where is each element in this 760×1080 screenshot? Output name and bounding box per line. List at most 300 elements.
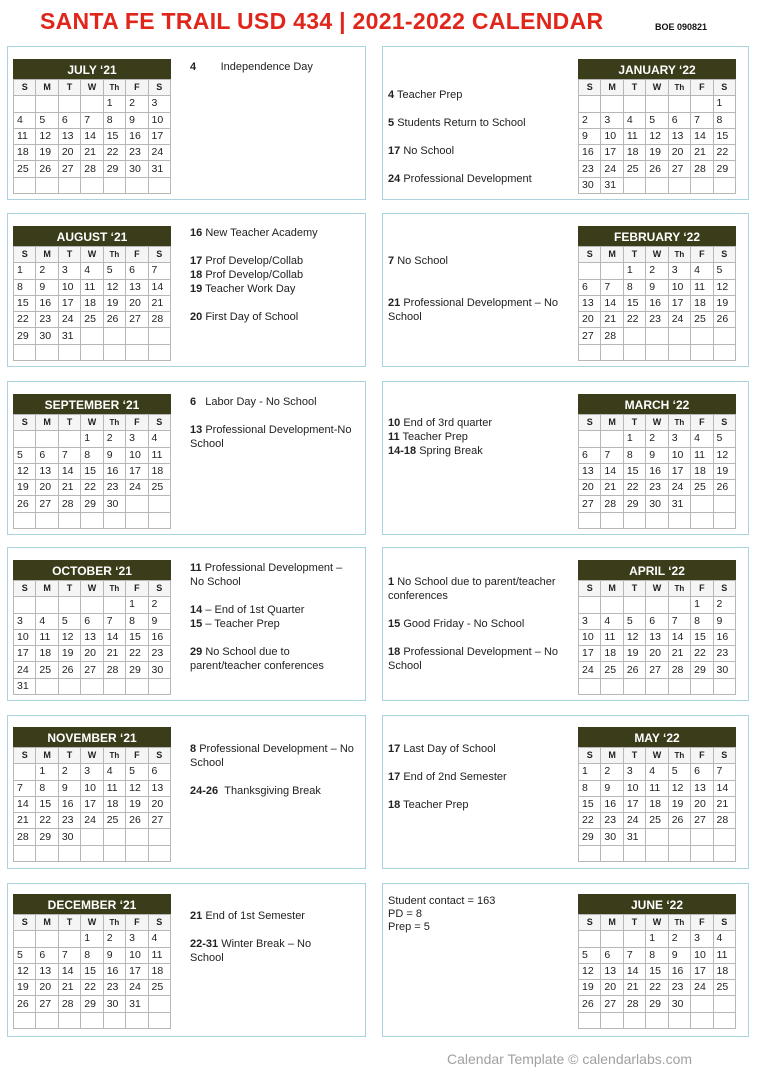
day-cell <box>126 496 148 512</box>
day-cell: 21 <box>14 813 36 829</box>
day-cell: 22 <box>623 312 645 328</box>
day-cell: 30 <box>579 177 601 193</box>
day-cell: 22 <box>713 145 735 161</box>
weekday-label: F <box>126 748 148 764</box>
weekday-label: S <box>14 80 36 96</box>
day-cell: 6 <box>601 947 623 963</box>
day-cell <box>691 996 713 1012</box>
month-header: AUGUST ‘21 <box>13 226 171 246</box>
day-cell: 28 <box>103 662 125 678</box>
day-cell: 25 <box>36 662 58 678</box>
day-cell: 14 <box>691 128 713 144</box>
weekday-label: S <box>148 748 170 764</box>
day-cell <box>36 177 58 193</box>
week-row <box>14 813 171 829</box>
week-row <box>579 996 736 1012</box>
week-row <box>579 780 736 796</box>
day-cell: 12 <box>103 279 125 295</box>
day-cell: 15 <box>691 629 713 645</box>
day-cell: 22 <box>36 813 58 829</box>
day-cell <box>691 845 713 861</box>
day-cell: 7 <box>103 613 125 629</box>
weekday-label: M <box>601 80 623 96</box>
day-cell: 14 <box>58 963 80 979</box>
event-item: 14-18 Spring Break <box>388 445 483 457</box>
day-cell: 26 <box>103 312 125 328</box>
day-cell <box>81 96 103 112</box>
day-cell: 18 <box>646 796 668 812</box>
day-cell <box>103 177 125 193</box>
day-cell: 26 <box>36 161 58 177</box>
day-cell: 30 <box>103 496 125 512</box>
day-cell: 22 <box>126 646 148 662</box>
day-cell: 14 <box>14 796 36 812</box>
day-cell <box>601 1012 623 1028</box>
day-cell <box>579 1012 601 1028</box>
day-cell: 28 <box>691 161 713 177</box>
events-january <box>388 88 568 186</box>
day-cell: 21 <box>623 980 645 996</box>
day-cell <box>103 597 125 613</box>
day-cell: 3 <box>668 263 690 279</box>
day-cell <box>601 931 623 947</box>
day-cell: 2 <box>668 931 690 947</box>
day-cell: 20 <box>126 295 148 311</box>
day-cell <box>623 177 645 193</box>
weekday-label: S <box>713 748 735 764</box>
day-cell: 20 <box>646 646 668 662</box>
day-cell: 1 <box>713 96 735 112</box>
day-cell: 11 <box>148 947 170 963</box>
weekday-label: S <box>713 80 735 96</box>
footer-credit[interactable]: Calendar Template © calendarlabs.com <box>447 1051 693 1067</box>
day-cell <box>623 328 645 344</box>
day-cell: 4 <box>36 613 58 629</box>
day-cell: 13 <box>36 463 58 479</box>
day-cell: 25 <box>148 980 170 996</box>
day-cell: 24 <box>691 980 713 996</box>
day-cell: 27 <box>58 161 80 177</box>
day-cell: 10 <box>81 780 103 796</box>
day-cell: 20 <box>58 145 80 161</box>
day-cell: 17 <box>148 128 170 144</box>
day-cell: 6 <box>36 947 58 963</box>
week-row <box>579 813 736 829</box>
day-cell: 23 <box>148 646 170 662</box>
day-cell: 29 <box>103 161 125 177</box>
day-cell: 24 <box>601 161 623 177</box>
day-cell: 6 <box>646 613 668 629</box>
weekday-label: W <box>81 415 103 431</box>
weekday-label: T <box>623 915 645 931</box>
day-cell: 20 <box>668 145 690 161</box>
day-cell: 8 <box>646 947 668 963</box>
weekday-label: W <box>81 80 103 96</box>
events-august <box>190 226 360 324</box>
weekday-label: S <box>579 581 601 597</box>
week-row <box>579 1012 736 1028</box>
day-cell: 14 <box>58 463 80 479</box>
week-row <box>579 662 736 678</box>
summary-prep: Prep = 5 <box>388 921 430 933</box>
day-cell: 18 <box>148 963 170 979</box>
day-cell: 10 <box>691 947 713 963</box>
day-cell <box>646 328 668 344</box>
day-cell: 5 <box>713 263 735 279</box>
month-grid <box>578 580 736 695</box>
day-cell: 10 <box>148 112 170 128</box>
day-cell: 24 <box>579 662 601 678</box>
day-cell: 17 <box>601 145 623 161</box>
month-header: SEPTEMBER ‘21 <box>13 394 171 414</box>
week-row <box>14 431 171 447</box>
day-cell: 29 <box>81 496 103 512</box>
day-cell: 15 <box>713 128 735 144</box>
day-cell: 12 <box>668 780 690 796</box>
day-cell <box>14 177 36 193</box>
weekday-label: F <box>691 915 713 931</box>
day-cell: 19 <box>14 480 36 496</box>
summary-student-contact: Student contact = 163 <box>388 895 496 907</box>
day-cell <box>126 829 148 845</box>
day-cell: 7 <box>713 764 735 780</box>
day-cell: 5 <box>36 112 58 128</box>
day-cell <box>691 829 713 845</box>
week-row <box>14 597 171 613</box>
day-cell <box>713 845 735 861</box>
month-grid <box>13 914 171 1029</box>
week-row <box>579 328 736 344</box>
day-cell <box>691 328 713 344</box>
day-cell: 27 <box>126 312 148 328</box>
day-cell <box>36 1012 58 1028</box>
day-cell: 21 <box>601 312 623 328</box>
day-cell: 23 <box>668 980 690 996</box>
week-row <box>579 177 736 193</box>
week-row <box>579 629 736 645</box>
week-row <box>14 1012 171 1028</box>
weekday-label: F <box>691 748 713 764</box>
day-cell <box>36 96 58 112</box>
day-cell: 29 <box>579 829 601 845</box>
day-cell: 5 <box>646 112 668 128</box>
event-item: 11 Professional Development – No School <box>190 562 343 588</box>
calendar-december <box>13 894 171 1029</box>
day-cell: 17 <box>668 463 690 479</box>
day-cell <box>691 96 713 112</box>
day-cell: 18 <box>14 145 36 161</box>
day-cell: 20 <box>579 480 601 496</box>
event-item: 19 Teacher Work Day <box>190 283 296 295</box>
day-cell: 2 <box>103 431 125 447</box>
day-cell: 25 <box>623 161 645 177</box>
month-grid <box>578 246 736 361</box>
month-header: APRIL ‘22 <box>578 560 736 580</box>
day-cell <box>668 344 690 360</box>
week-row <box>14 112 171 128</box>
day-cell: 18 <box>81 295 103 311</box>
week-row <box>14 463 171 479</box>
day-cell: 16 <box>126 128 148 144</box>
day-cell <box>14 1012 36 1028</box>
day-cell: 12 <box>713 447 735 463</box>
day-cell: 23 <box>646 480 668 496</box>
weekday-label: M <box>36 415 58 431</box>
week-row <box>579 96 736 112</box>
day-cell <box>601 263 623 279</box>
day-cell <box>713 177 735 193</box>
event-item: 17 Last Day of School <box>388 743 496 755</box>
day-cell <box>579 263 601 279</box>
day-cell: 11 <box>646 780 668 796</box>
day-cell: 31 <box>668 496 690 512</box>
day-cell: 13 <box>668 128 690 144</box>
weekday-label: Th <box>103 915 125 931</box>
day-cell: 24 <box>58 312 80 328</box>
day-cell: 6 <box>579 447 601 463</box>
day-cell: 21 <box>148 295 170 311</box>
day-cell: 26 <box>623 662 645 678</box>
day-cell <box>713 996 735 1012</box>
month-header: MARCH ‘22 <box>578 394 736 414</box>
event-item: 17 No School <box>388 145 455 157</box>
day-cell: 20 <box>148 796 170 812</box>
day-cell: 10 <box>58 279 80 295</box>
day-cell: 2 <box>646 263 668 279</box>
day-cell: 10 <box>623 780 645 796</box>
day-cell: 29 <box>646 996 668 1012</box>
day-cell: 19 <box>668 796 690 812</box>
day-cell: 16 <box>601 796 623 812</box>
day-cell: 30 <box>668 996 690 1012</box>
day-cell: 5 <box>713 431 735 447</box>
week-row <box>14 480 171 496</box>
day-cell <box>103 1012 125 1028</box>
day-cell <box>81 678 103 694</box>
day-cell: 24 <box>668 480 690 496</box>
weekday-label: W <box>646 915 668 931</box>
day-cell <box>623 597 645 613</box>
day-cell: 26 <box>579 996 601 1012</box>
day-cell <box>14 96 36 112</box>
weekday-label: S <box>14 581 36 597</box>
weekday-label: Th <box>103 581 125 597</box>
day-cell: 16 <box>646 463 668 479</box>
day-cell: 31 <box>126 996 148 1012</box>
week-row <box>14 764 171 780</box>
day-cell: 30 <box>646 496 668 512</box>
day-cell: 27 <box>36 996 58 1012</box>
day-cell: 10 <box>126 447 148 463</box>
day-cell <box>36 931 58 947</box>
day-cell: 16 <box>646 295 668 311</box>
day-cell: 8 <box>623 447 645 463</box>
weekday-label: M <box>36 247 58 263</box>
weekday-label: W <box>81 748 103 764</box>
weekday-label: W <box>81 247 103 263</box>
day-cell: 4 <box>601 613 623 629</box>
day-cell: 17 <box>126 463 148 479</box>
events-july <box>190 60 360 74</box>
week-row <box>14 96 171 112</box>
day-cell <box>81 344 103 360</box>
month-grid <box>13 747 171 862</box>
day-cell: 12 <box>36 128 58 144</box>
month-header: DECEMBER ‘21 <box>13 894 171 914</box>
day-cell: 1 <box>36 764 58 780</box>
weekday-label: M <box>601 415 623 431</box>
day-cell: 28 <box>668 662 690 678</box>
day-cell: 7 <box>14 780 36 796</box>
event-item: 21 End of 1st Semester <box>190 910 305 922</box>
month-header: JULY ‘21 <box>13 59 171 79</box>
day-cell <box>126 328 148 344</box>
day-cell: 15 <box>14 295 36 311</box>
weekday-label: S <box>14 915 36 931</box>
weekday-label: T <box>623 247 645 263</box>
day-cell: 5 <box>579 947 601 963</box>
day-cell: 31 <box>623 829 645 845</box>
day-cell: 23 <box>601 813 623 829</box>
day-cell: 19 <box>623 646 645 662</box>
weekday-label: Th <box>668 748 690 764</box>
day-cell: 2 <box>713 597 735 613</box>
month-header: MAY ‘22 <box>578 727 736 747</box>
day-cell: 30 <box>126 161 148 177</box>
day-cell <box>58 1012 80 1028</box>
day-cell: 22 <box>81 980 103 996</box>
day-cell: 23 <box>103 480 125 496</box>
day-cell <box>601 845 623 861</box>
week-row <box>14 512 171 528</box>
day-cell: 17 <box>14 646 36 662</box>
event-item: 18 Prof Develop/Collab <box>190 269 304 281</box>
weekday-label: S <box>148 581 170 597</box>
week-row <box>14 295 171 311</box>
day-cell <box>148 996 170 1012</box>
day-cell <box>713 829 735 845</box>
day-cell <box>36 512 58 528</box>
day-cell: 3 <box>58 263 80 279</box>
weekday-label: Th <box>668 581 690 597</box>
weekday-label: T <box>623 80 645 96</box>
day-cell: 16 <box>36 295 58 311</box>
day-cell: 13 <box>36 963 58 979</box>
day-cell <box>148 512 170 528</box>
week-row <box>579 980 736 996</box>
day-cell <box>601 96 623 112</box>
day-cell: 14 <box>81 128 103 144</box>
day-cell: 24 <box>668 312 690 328</box>
week-row <box>579 463 736 479</box>
day-cell: 17 <box>691 963 713 979</box>
weekday-label: W <box>81 581 103 597</box>
day-cell: 26 <box>713 480 735 496</box>
calendar-september <box>13 394 171 529</box>
day-cell: 16 <box>148 629 170 645</box>
day-cell <box>646 1012 668 1028</box>
event-item: 16 New Teacher Academy <box>190 227 318 239</box>
week-row <box>579 646 736 662</box>
events-september <box>190 395 360 451</box>
day-cell: 8 <box>103 112 125 128</box>
day-cell: 18 <box>601 646 623 662</box>
day-cell: 27 <box>36 496 58 512</box>
day-cell: 27 <box>646 662 668 678</box>
weekday-label: M <box>601 581 623 597</box>
weekday-label: M <box>601 247 623 263</box>
day-cell <box>58 512 80 528</box>
day-cell: 5 <box>126 764 148 780</box>
day-cell: 16 <box>58 796 80 812</box>
day-cell <box>148 829 170 845</box>
day-cell: 19 <box>713 295 735 311</box>
day-cell: 29 <box>81 996 103 1012</box>
day-cell <box>36 431 58 447</box>
day-cell <box>58 931 80 947</box>
day-cell: 29 <box>713 161 735 177</box>
day-cell: 9 <box>668 947 690 963</box>
month-grid <box>578 914 736 1029</box>
week-row <box>579 447 736 463</box>
day-cell <box>58 597 80 613</box>
day-cell: 23 <box>579 161 601 177</box>
day-cell: 13 <box>148 780 170 796</box>
day-cell <box>58 177 80 193</box>
day-cell: 20 <box>36 480 58 496</box>
day-cell: 20 <box>601 980 623 996</box>
event-item: 15 – Teacher Prep <box>190 618 280 630</box>
weekday-label: T <box>623 581 645 597</box>
week-row <box>14 328 171 344</box>
day-cell: 9 <box>58 780 80 796</box>
day-cell: 13 <box>579 463 601 479</box>
day-cell <box>58 96 80 112</box>
day-cell: 10 <box>579 629 601 645</box>
week-row <box>579 597 736 613</box>
day-cell: 4 <box>148 931 170 947</box>
day-cell <box>691 678 713 694</box>
day-cell <box>81 177 103 193</box>
day-cell: 12 <box>713 279 735 295</box>
day-cell: 3 <box>126 931 148 947</box>
week-row <box>579 512 736 528</box>
page-title: SANTA FE TRAIL USD 434 | 2021-2022 CALENDAR <box>40 8 604 34</box>
weekday-label: W <box>646 415 668 431</box>
day-cell: 11 <box>148 447 170 463</box>
day-cell: 9 <box>148 613 170 629</box>
day-cell: 1 <box>81 431 103 447</box>
day-cell <box>81 328 103 344</box>
week-row <box>579 764 736 780</box>
day-cell: 18 <box>691 295 713 311</box>
day-cell <box>579 845 601 861</box>
week-row <box>579 796 736 812</box>
event-item: 5 Students Return to School <box>388 117 526 129</box>
weekday-label: S <box>713 247 735 263</box>
day-cell: 6 <box>579 279 601 295</box>
day-cell <box>148 845 170 861</box>
day-cell <box>14 431 36 447</box>
day-cell <box>691 344 713 360</box>
day-cell: 13 <box>579 295 601 311</box>
day-cell <box>623 512 645 528</box>
day-cell: 11 <box>601 629 623 645</box>
day-cell: 5 <box>668 764 690 780</box>
day-cell: 23 <box>126 145 148 161</box>
week-row <box>579 829 736 845</box>
day-cell: 3 <box>148 96 170 112</box>
